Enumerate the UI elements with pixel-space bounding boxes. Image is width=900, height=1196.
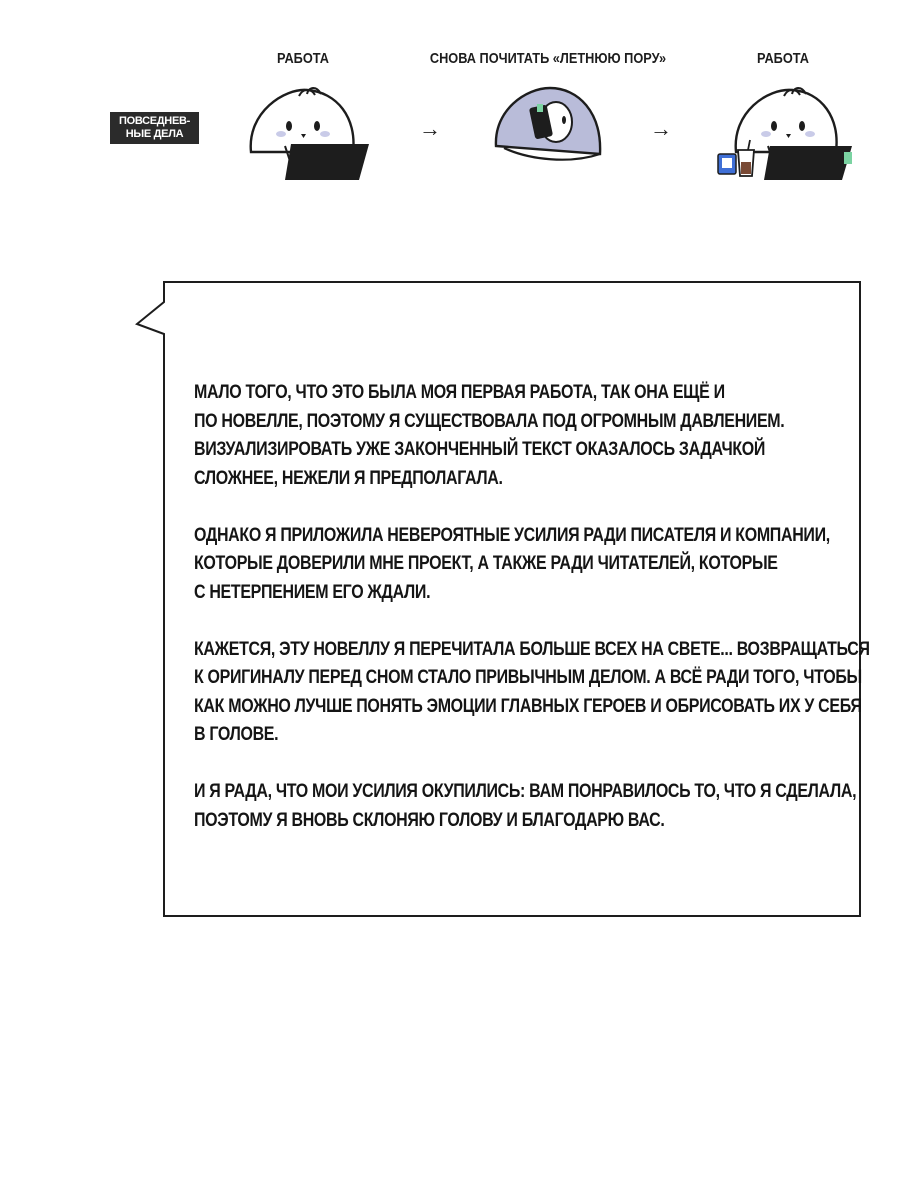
bubble-paragraph-3	[194, 635, 870, 749]
text-line: СЛОЖНЕЕ, НЕЖЕЛИ Я ПРЕДПОЛАГАЛА.	[194, 466, 503, 489]
bubble-text	[194, 378, 870, 863]
character-body	[736, 90, 837, 152]
text-line: И Я РАДА, ЧТО МОИ УСИЛИЯ ОКУПИЛИСЬ: ВАМ ПОНРАВИЛОСЬ ТО, ЧТО Я СДЕЛАЛА,	[194, 780, 857, 802]
text-line: ПО НОВЕЛЛЕ, ПОЭТОМУ Я СУЩЕСТВОВАЛА ПОД ОГРОМНЫМ ДАВЛЕНИЕМ.	[194, 409, 785, 432]
bubble-paragraph-1	[194, 378, 834, 492]
character-blush-left	[276, 131, 286, 137]
bubble-paragraph-4	[194, 777, 857, 834]
text-line: ВИЗУАЛИЗИРОВАТЬ УЖЕ ЗАКОНЧЕННЫЙ ТЕКСТ ОКАЗАЛОСЬ ЗАДАЧКОЙ	[194, 438, 766, 460]
character-eye-left	[286, 121, 292, 131]
character-working-illustration	[245, 82, 375, 182]
character-working-coffee-illustration	[712, 82, 862, 182]
work-label-2: РАБОТА	[757, 50, 809, 67]
arrow-right-icon: →	[419, 116, 441, 141]
text-line: МАЛО ТОГО, ЧТО ЭТО БЫЛА МОЯ ПЕРВАЯ РАБОТА, ТАК ОНА ЕЩЁ И	[194, 381, 725, 403]
character-blush-right	[320, 131, 330, 137]
text-line: КАК МОЖНО ЛУЧШЕ ПОНЯТЬ ЭМОЦИИ ГЛАВНЫХ ГЕРОЕВ И ОБРИСОВАТЬ ИХ У СЕБЯ	[194, 694, 862, 717]
text-line: ОДНАКО Я ПРИЛОЖИЛА НЕВЕРОЯТНЫЕ УСИЛИЯ РАДИ ПИСАТЕЛЯ И КОМПАНИИ,	[194, 523, 830, 546]
work-label-1: РАБОТА	[277, 50, 329, 67]
drink-box-label	[722, 158, 732, 168]
laptop-sticker	[844, 152, 852, 164]
laptop-icon	[285, 144, 369, 180]
arrow-right-icon: →	[650, 116, 672, 141]
text-line: К ОРИГИНАЛУ ПЕРЕД СНОМ СТАЛО ПРИВЫЧНЫМ ДЕЛОМ. А ВСЁ РАДИ ТОГО, ЧТОБЫ	[194, 666, 862, 688]
daily-tag-line-1: ПОВСЕДНЕВ-	[119, 115, 190, 127]
text-line: КОТОРЫЕ ДОВЕРИЛИ МНЕ ПРОЕКТ, А ТАКЖЕ РАДИ ЧИТАТЕЛЕЙ, КОТОРЫЕ	[194, 552, 778, 574]
daily-tag-line-2: НЫЕ ДЕЛА	[125, 128, 184, 140]
character-blush-right	[805, 131, 815, 137]
character-body	[251, 90, 354, 152]
character-blush-left	[761, 131, 771, 137]
character-eye-right	[314, 121, 320, 131]
character-eye-left	[771, 121, 777, 131]
reading-eye	[562, 116, 566, 124]
text-line: В ГОЛОВЕ.	[194, 723, 279, 745]
text-line: КАЖЕТСЯ, ЭТУ НОВЕЛЛУ Я ПЕРЕЧИТАЛА БОЛЬШЕ ВСЕХ НА СВЕТЕ... ВОЗВРАЩАТЬСЯ	[194, 637, 870, 660]
character-eye-right	[799, 121, 805, 131]
text-line: С НЕТЕРПЕНИЕМ ЕГО ЖДАЛИ.	[194, 580, 431, 603]
character-reading-illustration	[490, 80, 610, 170]
phone-screen-glow	[537, 104, 543, 112]
daily-routine-tag	[110, 112, 199, 144]
bubble-paragraph-2	[194, 521, 834, 607]
text-line: ПОЭТОМУ Я ВНОВЬ СКЛОНЯЮ ГОЛОВУ И БЛАГОДАРЮ ВАС.	[194, 808, 665, 831]
laptop-icon	[764, 146, 852, 180]
reread-label: СНОВА ПОЧИТАТЬ «ЛЕТНЮЮ ПОРУ»	[429, 50, 667, 67]
coffee-fill	[741, 162, 751, 174]
